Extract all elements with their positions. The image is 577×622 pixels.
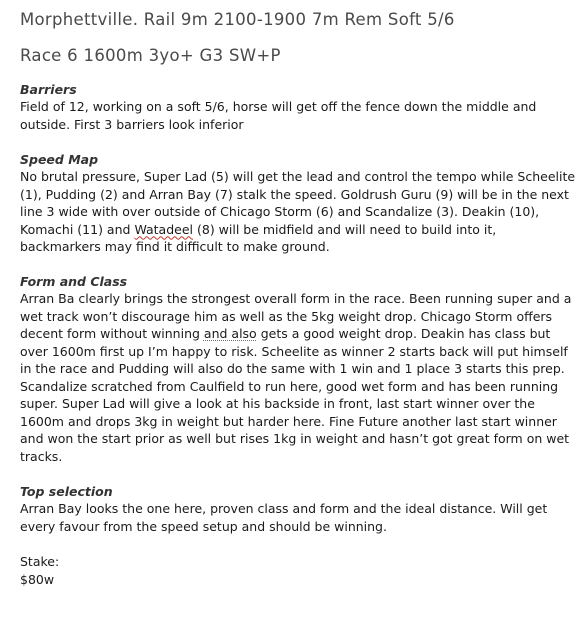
- barriers-heading: Barriers: [20, 82, 77, 97]
- form-class-fragment: gets a good weight drop. Deakin has class but: [256, 326, 551, 341]
- speed-map-fragment: Komachi (11) and: [20, 221, 135, 237]
- barriers-line: Field of 12, working on a soft 5/6, horse will get off the fence down the middle and: [20, 99, 537, 114]
- meeting-title: Morphettville. Rail 9m 2100-1900 7m Rem Soft 5/6: [20, 10, 455, 29]
- top-selection-heading: Top selection: [20, 484, 113, 499]
- barriers-line: outside. First 3 barriers look inferior: [20, 116, 244, 132]
- top-selection-line: every favour from the speed setup and should be winning.: [20, 518, 387, 534]
- form-class-line: and won the start prior as well but rises 1kg in weight and hasn’t got great form on wet: [20, 431, 570, 446]
- form-class-line: super. Super Lad will give a look at his backside in front, last start winner over the: [20, 396, 535, 411]
- stake-text: [20, 553, 560, 588]
- form-class-line: tracks.: [20, 448, 63, 464]
- speed-map-line: backmarkers may find it difficult to make ground.: [20, 239, 330, 254]
- form-class-line: Scandalize scratched from Caulfield to run here, good wet form and has been running: [20, 378, 559, 394]
- barriers-section: [20, 81, 560, 133]
- speed-map-line: [20, 221, 560, 239]
- form-class-line: 1600m and drops 3kg in weight but harder here. Fine Future another last start winner: [20, 413, 557, 429]
- form-class-line: over 1600m first up I’m happy to risk. Scheelite as winner 2 starts back will put himself: [20, 343, 568, 359]
- top-selection-text: [20, 500, 560, 535]
- spelling-flagged-word[interactable]: Watadeel: [134, 221, 194, 237]
- speed-map-line: line 3 wide with over outside of Chicago Storm (6) and Scandalize (3). Deakin (10),: [20, 204, 540, 219]
- top-selection-section: [20, 483, 560, 535]
- grammar-flagged-phrase[interactable]: and also: [203, 326, 257, 341]
- race-title: Race 6 1600m 3yo+ G3 SW+P: [20, 46, 281, 65]
- form-class-line: in the race and Pudding will also do the same with 1 win and 1 place 3 starts this prep.: [20, 361, 565, 376]
- speed-map-line: No brutal pressure, Super Lad (5) will get the lead and control the tempo while Scheelite: [20, 169, 576, 184]
- speed-map-line: (1), Pudding (2) and Arran Bay (7) stalk the speed. Goldrush Guru (9) will be in the next: [20, 186, 569, 202]
- stake-value: $80w: [20, 571, 55, 587]
- speed-map-text: [20, 168, 576, 256]
- top-selection-line: Arran Bay looks the one here, proven class and form and the ideal distance. Will get: [20, 501, 548, 516]
- form-class-line: [20, 325, 560, 343]
- barriers-text: [20, 98, 560, 133]
- speed-map-fragment: (8) will be midfield and will need to build into it,: [193, 221, 497, 237]
- stake-label: Stake:: [20, 554, 60, 569]
- form-class-text: [20, 290, 572, 465]
- form-class-section: [20, 273, 572, 465]
- speed-map-section: [20, 151, 576, 256]
- form-class-heading: Form and Class: [20, 274, 128, 289]
- form-class-line: wet track won’t discourage him as well as the 5kg weight drop. Chicago Storm offers: [20, 308, 553, 324]
- form-class-fragment: decent form without winning: [20, 326, 204, 341]
- speed-map-heading: Speed Map: [20, 152, 99, 167]
- stake-section: [20, 553, 560, 588]
- form-class-line: Arran Ba clearly brings the strongest overall form in the race. Been running super and a: [20, 291, 572, 306]
